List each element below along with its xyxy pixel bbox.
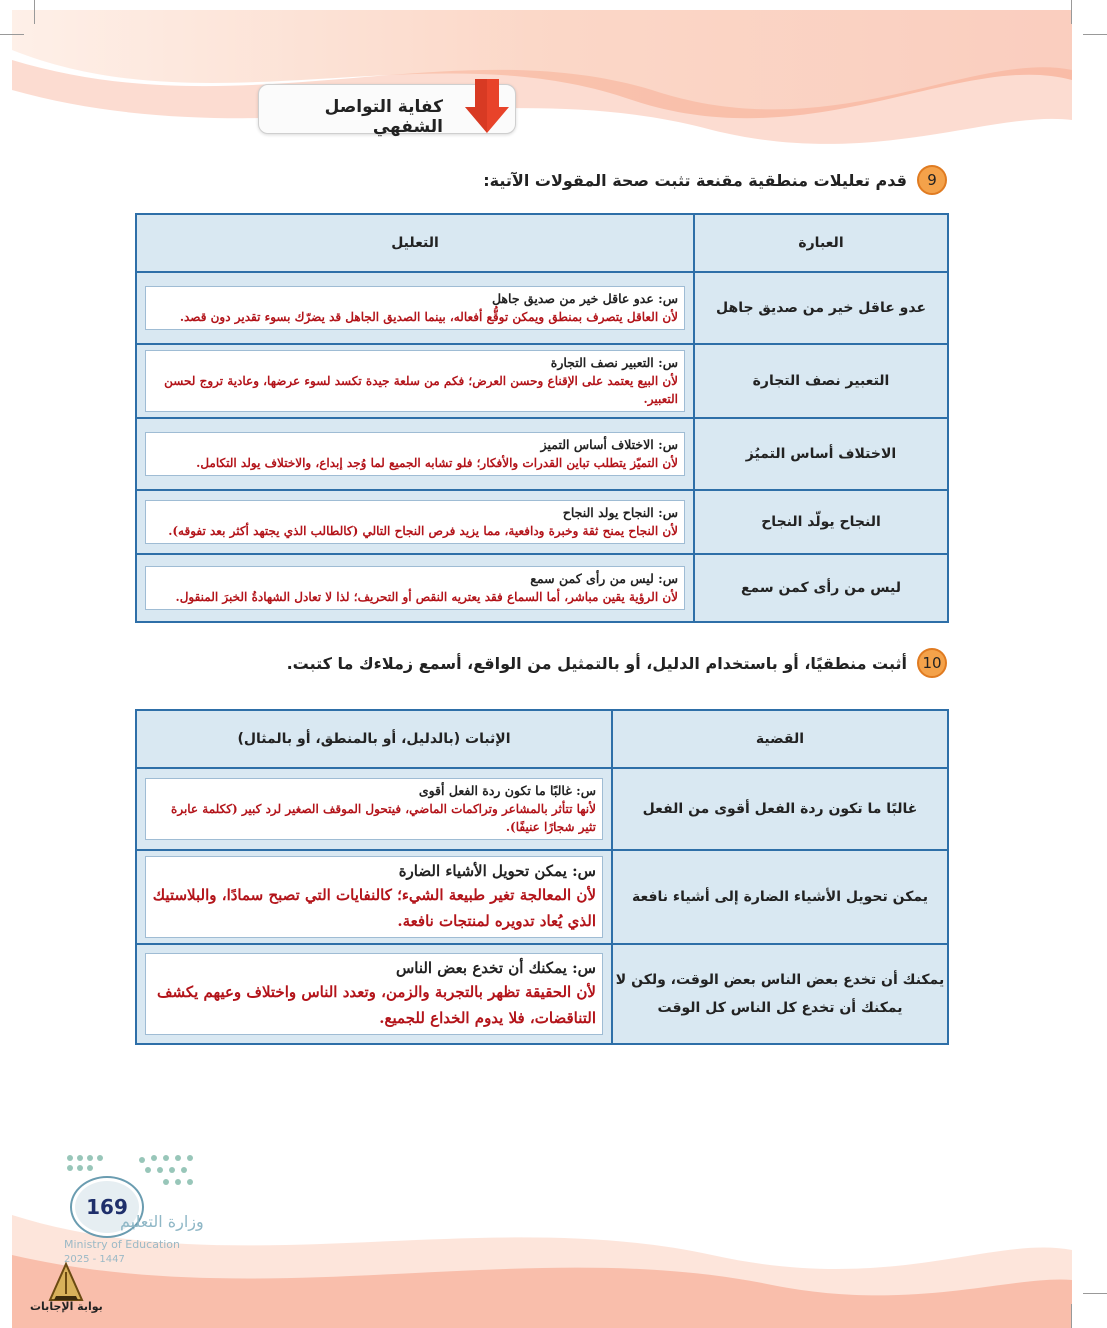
top-wave-decoration xyxy=(12,10,1072,180)
crop-mark xyxy=(34,0,35,24)
statement-cell: النجاح يولّد النجاح xyxy=(694,490,948,554)
question-10 xyxy=(287,648,947,678)
column-header-statement: العبارة xyxy=(694,214,948,272)
proof-table xyxy=(135,709,949,1045)
statement-cell: يمكن تحويل الأشياء الضارة إلى أشياء نافعة xyxy=(612,850,948,944)
answer-text: لأنها تتأثر بالمشاعر وتراكمات الماضي، فيتحول الموقف الصغير لرد كبير (ككلمة عابرة تثير شجارًا عنيفًا). xyxy=(171,802,596,834)
column-header-reason: التعليل xyxy=(136,214,694,272)
answer-text: لأن العاقل يتصرف بمنطق ويمكن توقُّع أفعاله، بينما الصديق الجاهل قد يضرّك بسوء تقدير دون قصد. xyxy=(179,310,678,324)
crop-mark xyxy=(1071,0,1072,24)
statement-cell: عدو عاقل خير من صديق جاهل xyxy=(694,272,948,344)
section-header xyxy=(258,84,516,137)
table-row xyxy=(136,344,948,418)
answer-question: س: ليس من رأى كمن سمع xyxy=(530,571,678,586)
answer-cell xyxy=(136,850,612,944)
statement-cell: ليس من رأى كمن سمع xyxy=(694,554,948,622)
table-row xyxy=(136,850,948,944)
answer-box xyxy=(145,856,603,938)
page-number: 169 xyxy=(72,1178,142,1236)
answer-question: س: عدو عاقل خير من صديق جاهل xyxy=(491,291,678,306)
table-row xyxy=(136,490,948,554)
answer-cell xyxy=(136,344,694,418)
crop-mark xyxy=(0,34,24,35)
answer-box xyxy=(145,286,685,330)
question-9 xyxy=(483,165,947,195)
answer-question: س: الاختلاف أساس التميز xyxy=(540,437,678,452)
statement-cell: الاختلاف أساس التميُز xyxy=(694,418,948,490)
crop-mark xyxy=(1083,1293,1107,1294)
answer-cell xyxy=(136,944,612,1044)
question-10-text: أثبت منطقيًا، أو باستخدام الدليل، أو بالتمثيل من الواقع، أسمع زملاءك ما كتبت. xyxy=(286,653,907,673)
answer-text: لأن البيع يعتمد على الإقناع وحسن العرض؛ فكم من سلعة جيدة تكسد لسوء عرضها، وعادية تروج لحسن التعبير. xyxy=(164,374,678,406)
answer-text: لأن الحقيقة تظهر بالتجربة والزمن، وتعدد الناس واختلاف وعيهم يكشف التناقضات، فلا يدوم الخداع للجميع. xyxy=(156,983,596,1027)
answer-cell xyxy=(136,490,694,554)
watermark-text: بوابة الإجابات xyxy=(30,1300,103,1313)
answer-question: س: يمكنك أن تخدع بعض الناس xyxy=(395,959,596,977)
section-title: كفاية التواصل الشفهي xyxy=(324,97,443,137)
table-row xyxy=(136,418,948,490)
ministry-year: 2025 - 1447 xyxy=(64,1254,125,1265)
answer-question: س: يمكن تحويل الأشياء الضارة xyxy=(398,862,596,880)
table-row xyxy=(136,272,948,344)
arrow-down-icon xyxy=(465,79,509,135)
answer-box xyxy=(145,953,603,1035)
answer-box xyxy=(145,778,603,840)
answer-text: لأن النجاح يمنح ثقة وخبرة ودافعية، مما يزيد فرص النجاح التالي (كالطالب الذي يجتهد أكثر بعد تفوقه). xyxy=(168,524,678,538)
answer-box xyxy=(145,432,685,476)
answer-box xyxy=(145,500,685,544)
question-number-badge: 10 xyxy=(917,648,947,678)
statement-cell: يمكنك أن تخدع بعض الناس بعض الوقت، ولكن لا يمكنك أن تخدع كل الناس كل الوقت xyxy=(612,944,948,1044)
answer-box xyxy=(145,350,685,412)
answer-question: س: النجاح يولد النجاح xyxy=(562,505,678,520)
ministry-name-arabic: وزارة التعليم xyxy=(120,1212,204,1231)
answer-question: س: التعبير نصف التجارة xyxy=(550,355,678,370)
crop-mark xyxy=(1071,1304,1072,1328)
answer-cell xyxy=(136,768,612,850)
column-header-issue: القضية xyxy=(612,710,948,768)
statement-cell: التعبير نصف التجارة xyxy=(694,344,948,418)
answer-question: س: غالبًا ما تكون ردة الفعل أقوى xyxy=(418,783,596,798)
table-row xyxy=(136,944,948,1044)
column-header-proof: الإثبات (بالدليل، أو بالمنطق، أو بالمثال) xyxy=(136,710,612,768)
question-number-badge: 9 xyxy=(917,165,947,195)
answer-cell xyxy=(136,272,694,344)
answer-box xyxy=(145,566,685,610)
crop-mark xyxy=(1083,34,1107,35)
ministry-name-english: Ministry of Education xyxy=(64,1238,181,1251)
answer-cell xyxy=(136,554,694,622)
table-row xyxy=(136,554,948,622)
answer-cell xyxy=(136,418,694,490)
statement-cell: غالبًا ما تكون ردة الفعل أقوى من الفعل xyxy=(612,768,948,850)
table-row xyxy=(136,768,948,850)
watermark-pen-icon xyxy=(30,1256,102,1326)
answer-text: لأن التميّز يتطلب تباين القدرات والأفكار؛ فلو تشابه الجميع لما وُجد إبداع، والاختلاف يولد التكامل. xyxy=(196,456,678,470)
question-9-text: قدم تعليلات منطقية مقنعة تثبت صحة المقولات الآتية: xyxy=(483,170,907,190)
answer-text: لأن المعالجة تغير طبيعة الشيء؛ كالنفايات التي تصبح سمادًا، والبلاستيك الذي يُعاد تدويره لمنتجات نافعة. xyxy=(152,886,596,930)
reasons-table xyxy=(135,213,949,623)
answer-text: لأن الرؤية يقين مباشر، أما السماع فقد يعتريه النقص أو التحريف؛ لذا لا تعادل الشهادةُ الخبرَ المنقول. xyxy=(175,590,678,604)
